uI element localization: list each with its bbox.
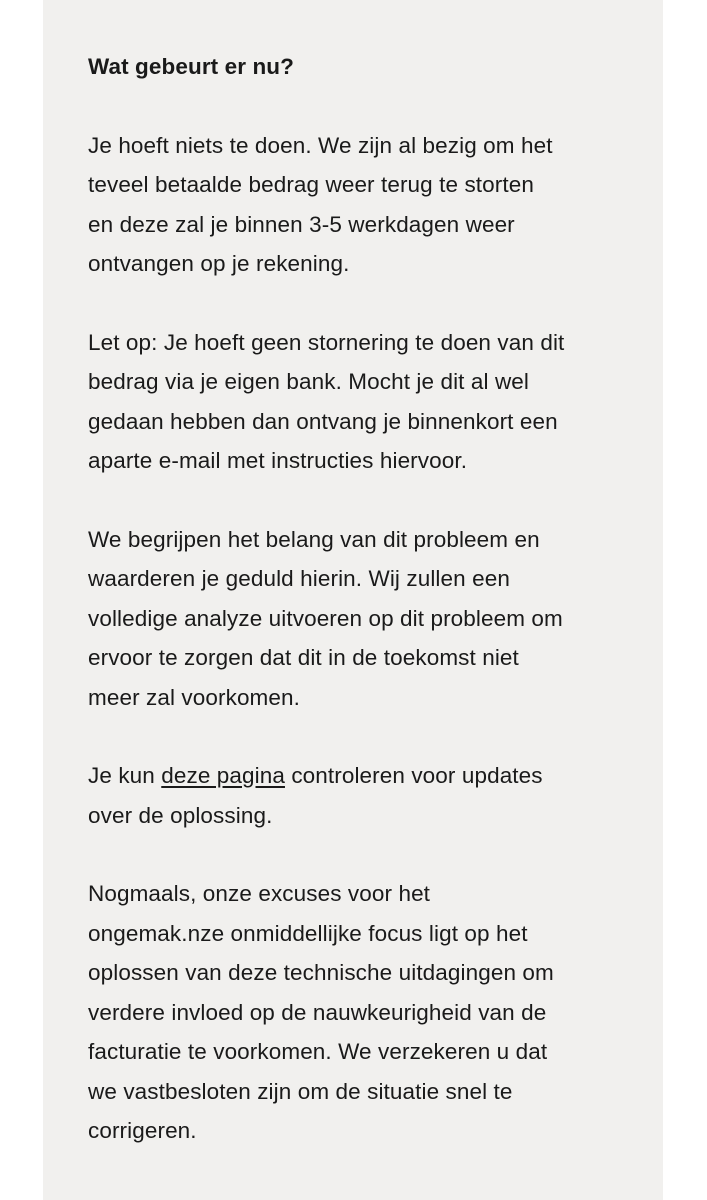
email-heading: Wat gebeurt er nu? (88, 54, 294, 79)
paragraph-line: aparte e-mail met instructies hiervoor. (88, 448, 468, 473)
paragraph-line: corrigeren. (88, 1118, 197, 1143)
paragraph-analysis (88, 520, 648, 718)
paragraph-line: ervoor te zorgen dat dit in de toekomst niet (88, 645, 519, 670)
paragraph-line: We begrijpen het belang van dit probleem en (88, 526, 540, 552)
paragraph-line: bedrag via je eigen bank. Mocht je dit al wel (88, 369, 530, 394)
paragraph-notice (88, 323, 648, 481)
email-body (88, 47, 648, 1151)
paragraph-line: meer zal voorkomen. (88, 684, 300, 710)
email-panel (43, 0, 663, 1200)
paragraph-line: waarderen je geduld hierin. Wij zullen een (88, 566, 510, 591)
paragraph-line: Let op: Je hoeft geen stornering te doen van dit (88, 329, 565, 355)
paragraph-apology (88, 874, 648, 1151)
paragraph-line: volledige analyze uitvoeren op dit probleem om (88, 605, 563, 631)
paragraph-line: verdere invloed op de nauwkeurigheid van de (88, 999, 547, 1025)
paragraph-line: gedaan hebben dan ontvang je binnenkort een (88, 408, 558, 434)
paragraph-line: oplossen van deze technische uitdagingen om (88, 960, 554, 985)
paragraph-line: we vastbesloten zijn om de situatie snel te (88, 1078, 513, 1104)
paragraph-line: over de oplossing. (88, 802, 273, 828)
paragraph-line: Nogmaals, onze excuses voor het (88, 881, 431, 906)
paragraph-line: ontvangen op je rekening. (88, 251, 350, 276)
paragraph-line: teveel betaalde bedrag weer terug te storten (88, 172, 534, 197)
paragraph-line: en deze zal je binnen 3-5 werkdagen weer (88, 211, 515, 237)
paragraph-refund (88, 126, 648, 284)
paragraph-line: facturatie te voorkomen. We verzekeren u dat (88, 1039, 548, 1064)
paragraph-line: ongemak.nze onmiddellijke focus ligt op het (88, 920, 528, 946)
updates-page-link[interactable]: deze pagina (161, 763, 285, 788)
paragraph-line-with-link (88, 756, 648, 796)
paragraph-line: Je hoeft niets te doen. We zijn al bezig om het (88, 132, 553, 158)
link-prefix-text: Je kun (88, 763, 162, 788)
paragraph-updates (88, 756, 648, 835)
link-suffix-text: controleren voor updates (284, 763, 543, 788)
